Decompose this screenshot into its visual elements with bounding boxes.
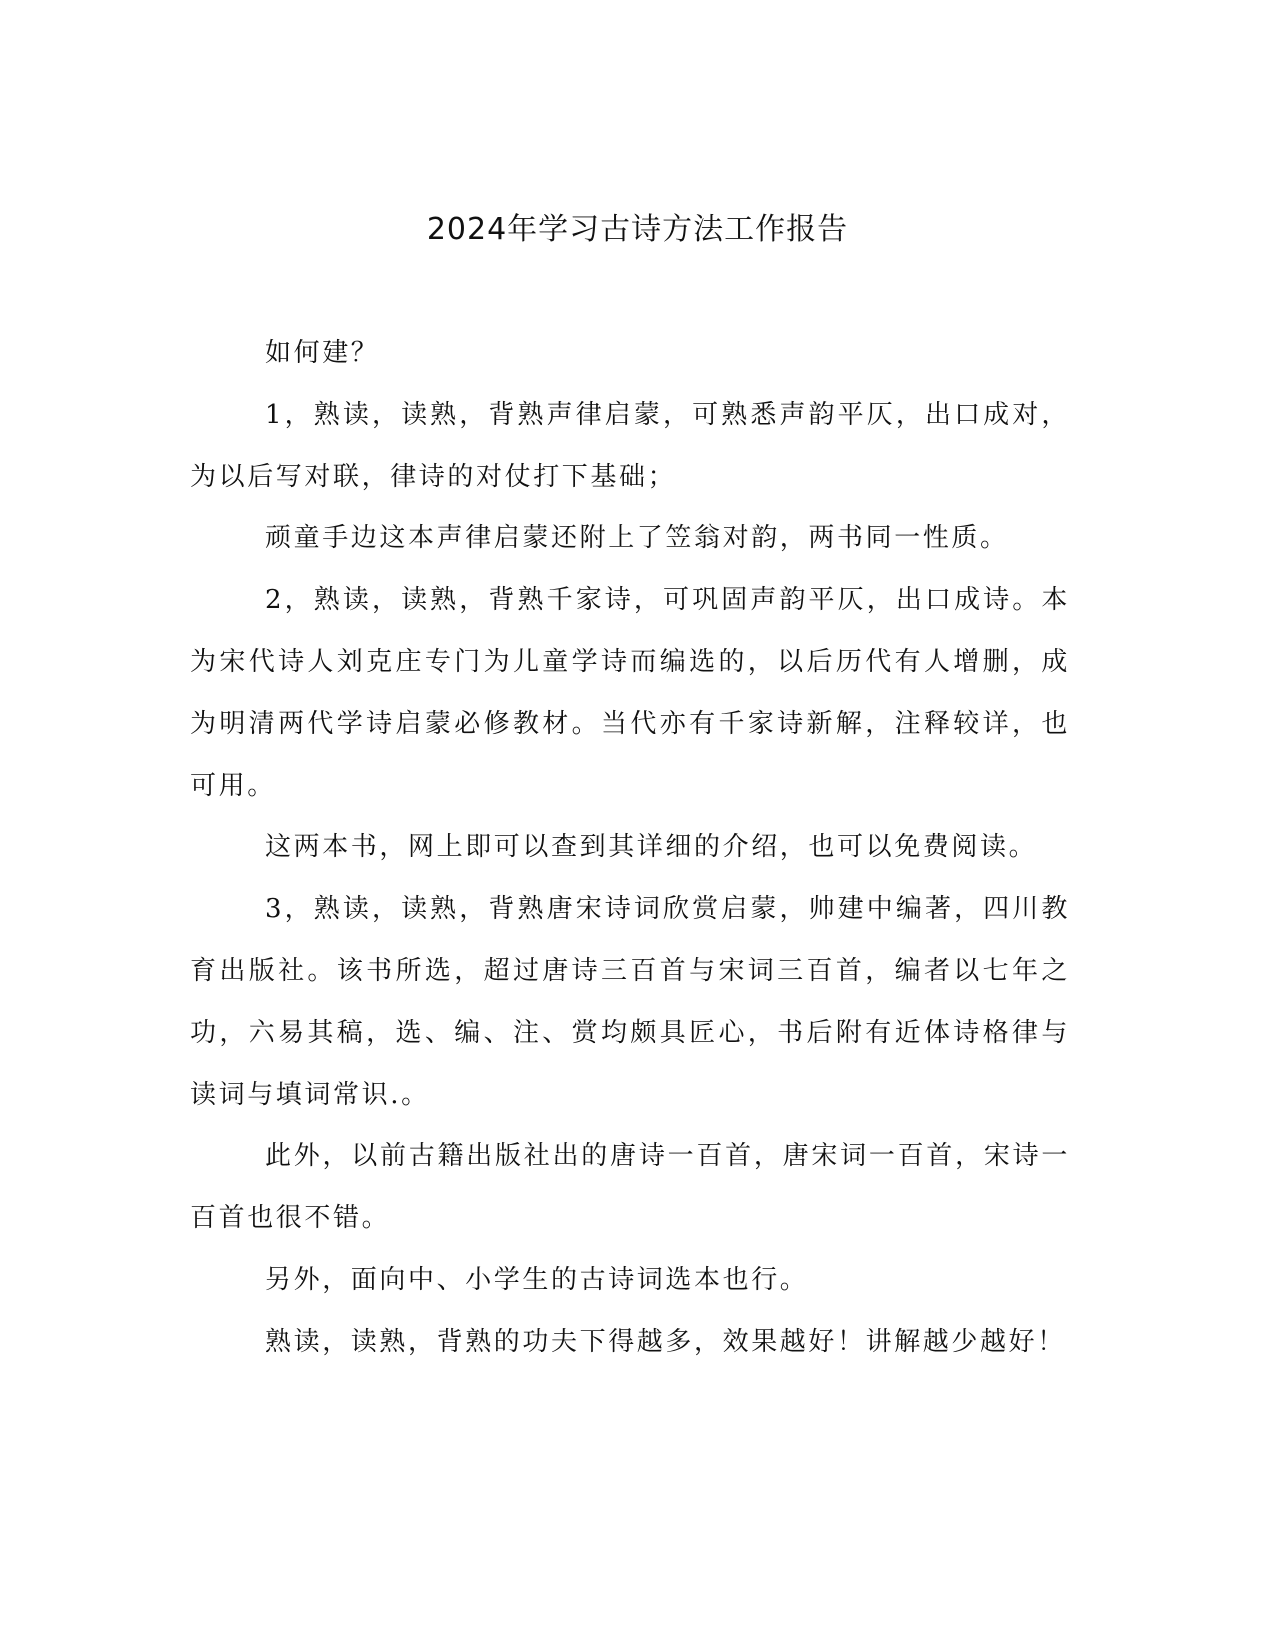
paragraph-other-books: 此外，以前古籍出版社出的唐诗一百首，唐宋词一百首，宋诗一百首也很不错。 bbox=[190, 1141, 1070, 1234]
paragraph-step-1-note: 顽童手边这本声律启蒙还附上了笠翁对韵，两书同一性质。 bbox=[265, 523, 1009, 554]
document-body bbox=[190, 323, 1070, 1374]
paragraph-student-selections: 另外，面向中、小学生的古诗词选本也行。 bbox=[265, 1264, 809, 1295]
paragraph-step-3: 3，熟读，读熟，背熟唐宋诗词欣赏启蒙，帅建中编著，四川教育出版社。该书所选，超过唐诗三百首与宋词三百首，编者以七年之功，六易其稿，选、编、注、赏均颇具匠心，书后附有近体诗格律与读词与填词常识.。 bbox=[190, 894, 1070, 1110]
paragraph-step-1: 1，熟读，读熟，背熟声律启蒙，可熟悉声韵平仄，出口成对，为以后写对联，律诗的对仗打下基础； bbox=[190, 399, 1070, 492]
paragraph-step-2: 2，熟读，读熟，背熟千家诗，可巩固声韵平仄，出口成诗。本为宋代诗人刘克庄专门为儿童学诗而编选的，以后历代有人增删，成为明清两代学诗启蒙必修教材。当代亦有千家诗新解，注释较详，也可用。 bbox=[190, 585, 1070, 801]
paragraph-intro-question: 如何建？ bbox=[265, 338, 380, 368]
paragraph-conclusion: 熟读，读熟，背熟的功夫下得越多，效果越好！讲解越少越好！ bbox=[265, 1326, 1066, 1357]
paragraph-step-2-note: 这两本书，网上即可以查到其详细的介绍，也可以免费阅读。 bbox=[265, 832, 1038, 863]
document-title: 2024年学习古诗方法工作报告 bbox=[426, 212, 849, 247]
